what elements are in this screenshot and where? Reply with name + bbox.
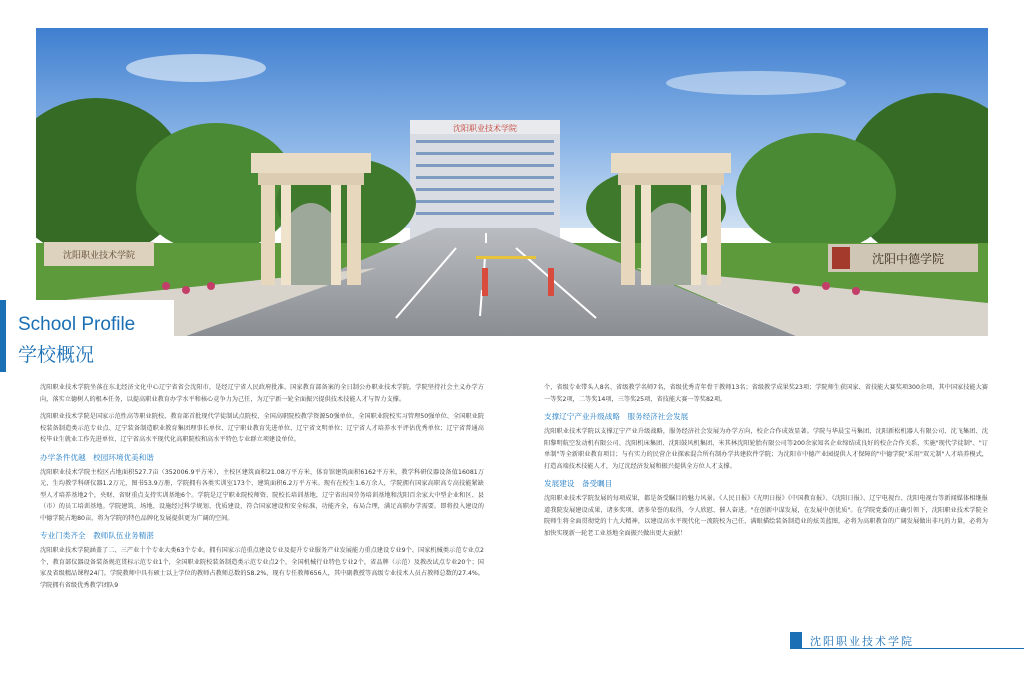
profile-title-en: School Profile bbox=[18, 314, 136, 335]
section-heading-conditions: 办学条件优越 校园环境优美和谐 bbox=[40, 452, 154, 462]
footer-school-name: 沈阳职业技术学院 bbox=[810, 635, 914, 648]
paragraph-awards: 个，省级专业带头人8名、省级教学名师7名，省级优秀青年骨干教师13名；省级教学成果奖23项；学院师生获国家、省技能大赛奖项300余项，其中国家技能大赛一等奖2项，二等奖14项，三等奖25项，省技能大赛一等奖82项。 bbox=[544, 384, 988, 403]
paragraph-conditions: 沈阳职业技术学院主校区占地面积527.7亩（352006.9平方米），主校区建筑面积21.08万平方米，体育馆建筑面积6162平方米，教学科研仪器设备值16081万元，生均教学科研仪器1.2万元，图书53.9万册，学院拥有各类实训室173个、建筑面积6.2万平方米。现有在校生1.6万余人，学院拥有国家高职高专高技能紧缺型人才培养基地2个，央财、省财重点支持实训基地6个。学院是辽宁职业院校师资、院校长培训基地，辽宁省出国劳务培训基地和沈阳百余家大中型企业和区、县（市）的员工培训基地。学院建筑、场地、设施经过科学规划、优质建设，符合国家建设和安全标准，功能齐全，布局合理，满足高职办学需要。即将投入建设的中德学院占地80亩，将为学院的特色品牌化发展提供更为广阔的空间。 bbox=[40, 468, 484, 522]
school-profile-heading bbox=[0, 300, 174, 372]
left-gate bbox=[251, 153, 371, 285]
section-heading-development: 发展建设 备受瞩目 bbox=[544, 479, 613, 488]
paragraph-industry: 沈阳职业技术学院以支撑辽宁产业升级战略，服务经济社会发展为办学方向，校企合作成效显著。学院与华晨宝马集团、沈阳新松机器人有限公司、沈飞集团、沈阳黎明航空发动机有限公司、沈阳机床集团、沈阳鼓风机集团、米其林沈阳轮胎有限公司等200余家知名企业缔结成良好的校企合作关系，实施"现代学徒制"、"订单制"等全新职业教育项目；与有实力的民营企业探索混合所有制办学共建软件学院；为沈阳市中德产业园提供人才保障的"中德学院"采用"双元制"人才培养模式，打造高端技术技能人才，为辽沈经济发展和振兴提供全方位人才支撑。 bbox=[544, 428, 988, 470]
right-text-column bbox=[544, 382, 988, 545]
paragraph-honors: 沈阳职业技术学院是国家示范性高等职业院校、教育部首批现代学徒制试点院校、全国高职院校教学资源50强单位、全国职业院校实习管理50强单位、全国职业院校装备制造类示范专业点、辽宁装备制造职业教育集团理事长单位、辽宁职业教育先进单位、辽宁省文明单位；辽宁省人才培养水平评估优秀单位；辽宁省普通高校毕业生就业工作先进单位、辽宁省高水平现代化高职院校和高水平特色专业群立项建设单位。 bbox=[40, 413, 484, 443]
svg-text:沈阳中德学院: 沈阳中德学院 bbox=[871, 252, 945, 266]
footer-accent-block bbox=[790, 632, 802, 648]
main-building bbox=[410, 120, 560, 240]
profile-title-zh: 学校概况 bbox=[18, 344, 95, 366]
section-heading-industry: 支撑辽宁产业升级战略 服务经济社会发展 bbox=[544, 412, 689, 421]
paragraph-development: 沈阳职业技术学院发展的每项成果，都是备受瞩目的魅力风景。《人民日报》《光明日报》《中国教育报》、《沈阳日报》、辽宁电视台、沈阳电视台等新闻媒体相继报道我院发展建设成果，诸多奖项、诸多荣誉的取得，令人欣慰、催人奋进。"在创新中谋发展，在发展中创优质"。在学院党委的正确引领下，沈阳职业技术学院全院师生将全面贯彻党的十九大精神，以建设高水平现代化一流院校为己任，满眼描绘装备制造业的炫美蓝图，必将为高职教育的广阔发展做出非凡的力量，必将为加快实现新一轮老工业基地全面振兴做出更大贡献！ bbox=[544, 495, 988, 537]
campus-gate-photo bbox=[36, 28, 988, 336]
building-sign: 沈阳职业技术学院 bbox=[453, 124, 517, 133]
right-stone-sign bbox=[828, 244, 978, 272]
paragraph-intro: 沈阳职业技术学院坐落在东北经济文化中心辽宁省省会沈阳市，是经辽宁省人民政府批准、国家教育部备案的全日制公办职业技术学院。学院坚持社会主义办学方向，落实立德树人的根本任务，以提高职业教育办学水平和核心竞争力为己任，为辽宁新一轮全面振兴提供技术技能人才与智力支撑。 bbox=[40, 384, 484, 403]
footer-rule bbox=[790, 648, 1024, 649]
svg-text:沈阳职业技术学院: 沈阳职业技术学院 bbox=[62, 251, 136, 261]
paragraph-majors: 沈阳职业技术学院涵盖了二、三产业十个专业大类63个专业。拥有国家示范重点建设专业及提升专业服务产业发展能力重点建设专业9个、国家机械类示范专业点2个，教育部仪器设备装备规范贯标示范专业1个，全国职业院校装备制造类示范专业点2个，全国机械行业特色专业2个，省品牌（示范）及教改试点专业20个；国家及省级精品课程24门。学院教师中具有硕士以上学位的教师占教师总数的58.2%，现有专任教师656人，其中副教授等高级专业技术人员占教师总数的27.4%。学院拥有省级优秀教学团队9 bbox=[40, 547, 484, 589]
right-gate bbox=[611, 153, 731, 285]
left-text-column bbox=[40, 382, 484, 597]
left-stone-sign bbox=[44, 242, 154, 266]
section-heading-majors: 专业门类齐全 教师队伍业务精湛 bbox=[40, 531, 154, 540]
